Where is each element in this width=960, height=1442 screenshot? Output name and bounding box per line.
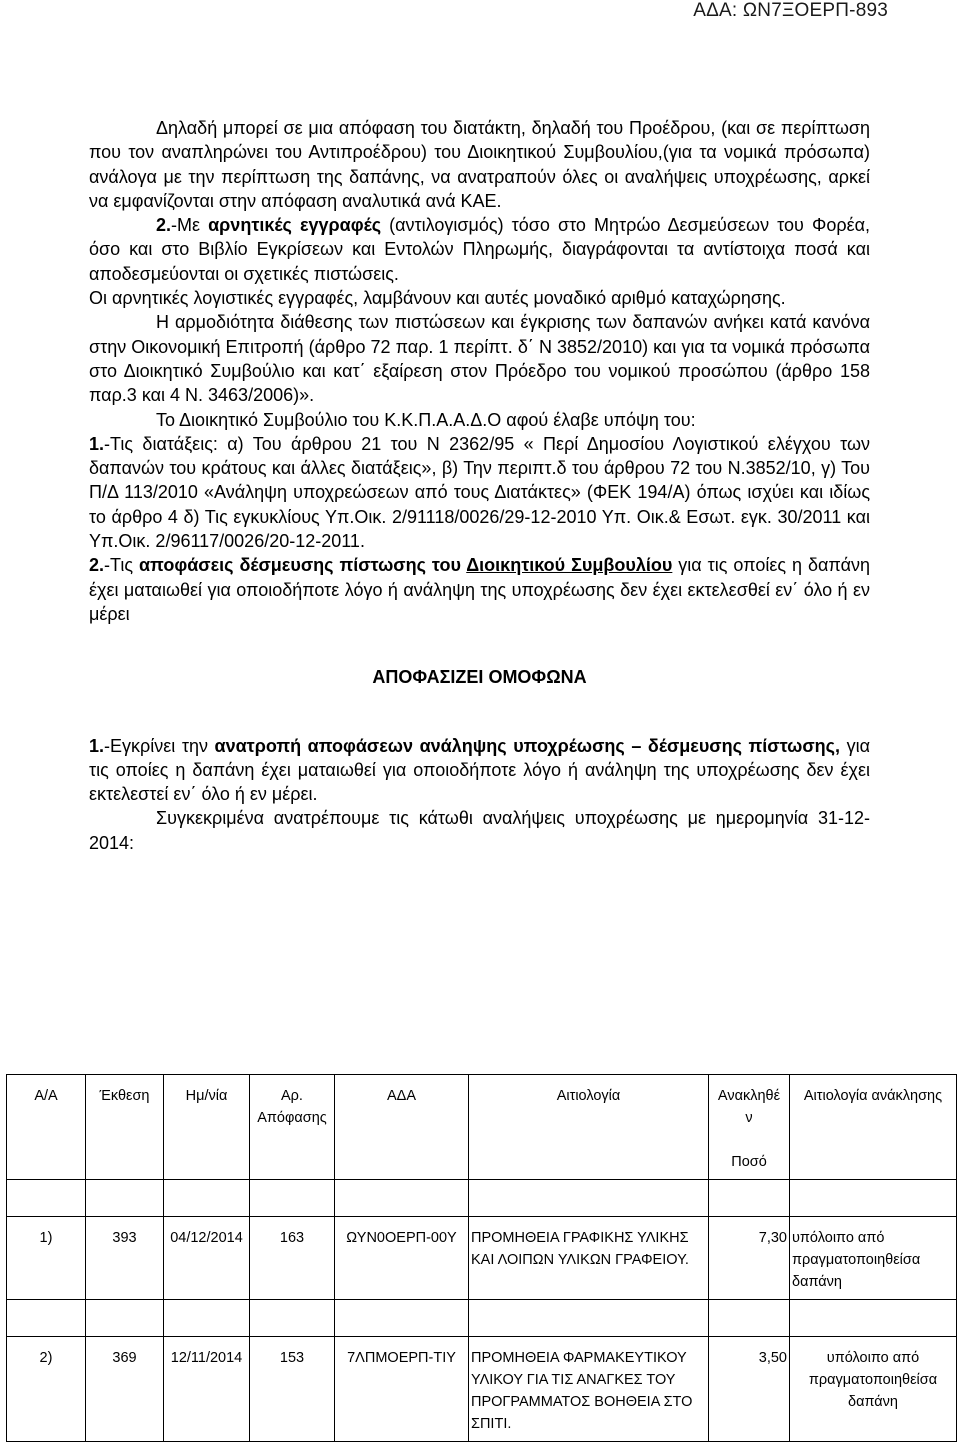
paragraph-specifically: Συγκεκριμένα ανατρέπουμε τις κάτωθι αναλήψεις υποχρέωσης με ημερομηνία 31-12-2014:: [89, 808, 870, 853]
paragraph-board-considered: Το Διοικητικό Συμβούλιο του Κ.Κ.Π.Α.Α.Δ.Ο αφού έλαβε υπόψη του:: [156, 409, 696, 430]
cell-ada: 7ΛΠΜΟΕΡΠ-ΤΙΥ: [335, 1337, 469, 1442]
item-number: 1.: [89, 433, 105, 454]
cell-aa: 1): [7, 1217, 86, 1300]
paragraph-provisions: [89, 432, 870, 553]
col-header-ekthesi: Έκθεση: [86, 1075, 164, 1180]
cell-ekthesi: 393: [86, 1217, 164, 1300]
bold-run: ανατροπή αποφάσεων ανάληψης υποχρέωσης – δέσμευσης πίστωσης,: [214, 735, 841, 756]
commitments-table: [6, 1074, 957, 1442]
text-run: για τις οποίες η δαπάνη έχει ματαιωθεί για οποιοδήποτε λόγο ή ανάληψη της υποχρέωσης δεν έχει εκτελεσθεί εν΄ όλο ή εν μέρει: [89, 555, 870, 624]
col-header-amount: Ανακληθέ ν Ποσό: [709, 1075, 790, 1180]
col-header-decision: Αρ. Απόφασης: [250, 1075, 335, 1180]
paragraph-competence: Η αρμοδιότητα διάθεσης των πιστώσεων και έγκρισης των δαπανών ανήκει κατά κανόνα στην Οικονομική Επιτροπή (άρθρο 72 παρ. 1 περίπτ. δ΄ Ν 3852/2010) και για τα νομικά πρόσωπα στο Διοικητικό Συμβούλιο και κατ΄ εξαίρεση στον Πρόεδρο του νομικού προσώπου (άρθρο 158 παρ.3 και 4 Ν. 3463/2006)».: [89, 312, 870, 406]
text-run: (αντιλογισμός) τόσο στο Μητρώο Δεσμεύσεων του Φορέα, όσο και στο Βιβλίο Εγκρίσεων και Εντολών Πληρωμής, διαγράφονται τα αντίστοιχα ποσά και αποδεσμεύονται οι σχετικές πιστώσεις.: [89, 215, 870, 284]
col-header-aa: Α/Α: [7, 1075, 86, 1180]
decision-heading: ΑΠΟΦΑΣΙΖΕΙ ΟΜΟΦΩΝΑ: [372, 667, 587, 688]
table-row: [7, 1217, 957, 1300]
cell-decision: 153: [250, 1337, 335, 1442]
cell-ada: ΩΥΝ0ΟΕΡΠ-00Υ: [335, 1217, 469, 1300]
table-spacer-row: [7, 1180, 957, 1217]
ada-code: ΑΔΑ: ΩΝ7ΞΟΕΡΠ-893: [693, 0, 888, 21]
cell-decision: 163: [250, 1217, 335, 1300]
cell-reason: υπόλοιπο από πραγματοποιηθείσα δαπάνη: [790, 1337, 957, 1442]
table-spacer-row: [7, 1300, 957, 1337]
item-number: 2.: [89, 555, 105, 576]
bold-run: αρνητικές εγγραφές: [208, 215, 382, 236]
paragraph-commitment-decisions: [89, 553, 870, 626]
bold-run: αποφάσεις δέσμευσης πίστωσης του: [138, 555, 467, 576]
paragraph-registration: Οι αρνητικές λογιστικές εγγραφές, λαμβάνουν και αυτές μοναδικό αριθμό καταχώρησης.: [89, 288, 786, 309]
cell-ekthesi: 369: [86, 1337, 164, 1442]
col-header-date: Ημ/νία: [164, 1075, 250, 1180]
paragraph-intro: Δηλαδή μπορεί σε μια απόφαση του διατάκτη, δηλαδή του Προέδρου, (και σε περίπτωση που τον αναπληρώνει του Αντιπροέδρου) του Διοικητικού Συμβουλίου,(για τα νομικά πρόσωπα) ανάλογα με την περίπτωση της δαπάνης, να ανατραπούν όλες οι αναλήψεις υποχρέωσης, αρκεί να εμφανίζονται στην απόφαση αναλυτικά ανά ΚΑΕ.: [89, 118, 870, 211]
document-body: [89, 116, 870, 855]
text-run: -Τις: [104, 555, 139, 576]
cell-amount: 7,30: [709, 1217, 790, 1300]
col-header-aitiologia: Αιτιολογία: [469, 1075, 709, 1180]
cell-reason: υπόλοιπο από πραγματοποιηθείσα δαπάνη: [790, 1217, 957, 1300]
paragraph-approval: [89, 734, 870, 807]
col-header-ada: ΑΔΑ: [335, 1075, 469, 1180]
table-row: [7, 1337, 957, 1442]
paragraph-negative-entries: [89, 213, 870, 286]
cell-amount: 3,50: [709, 1337, 790, 1442]
text-run: -Εγκρίνει την: [104, 735, 215, 756]
text-run: -Με: [171, 215, 209, 236]
cell-aa: 2): [7, 1337, 86, 1442]
cell-date: 04/12/2014: [164, 1217, 250, 1300]
underlined-bold-run: Διοικητικού Συμβουλίου: [466, 555, 673, 576]
cell-aitiologia: ΠΡΟΜΗΘΕΙΑ ΦΑΡΜΑΚΕΥΤΙΚΟΥ ΥΛΙΚΟΥ ΓΙΑ ΤΙΣ ΑΝΑΓΚΕΣ ΤΟΥ ΠΡΟΓΡΑΜΜΑΤΟΣ ΒΟΗΘΕΙΑ ΣΤΟ ΣΠΙΤΙ.: [469, 1337, 709, 1442]
item-number: 1.: [89, 735, 105, 756]
cell-date: 12/11/2014: [164, 1337, 250, 1442]
cell-aitiologia: ΠΡΟΜΗΘΕΙΑ ΓΡΑΦΙΚΗΣ ΥΛΙΚΗΣ ΚΑΙ ΛΟΙΠΩΝ ΥΛΙΚΩΝ ΓΡΑΦΕΙΟΥ.: [469, 1217, 709, 1300]
col-header-reason: Αιτιολογία ανάκλησης: [790, 1075, 957, 1180]
text-run: -Τις διατάξεις: α) Του άρθρου 21 του Ν 2362/95 « Περί Δημοσίου Λογιστικού ελέγχου των δαπανών του κράτους και άλλες διατάξεις», β) Την περιπτ.δ του άρθρου 72 του Ν.3852/10, γ) Του Π/Δ 113/2010 «Ανάληψη υποχρεώσεων από τους Διατάκτες» (ΦΕΚ 194/Α) όπως ισχύει και ιδίως το άρθρο 4 δ) Τις εγκυκλίους Υπ.Οικ. 2/91118/0026/29-12-2010 Υπ. Οικ.& Εσωτ. εγκ. 30/2011 και Υπ.Οικ. 2/96117/0026/20-12-2011.: [89, 433, 870, 552]
item-number: 2.: [156, 215, 172, 236]
text-run: για τις οποίες η δαπάνη έχει ματαιωθεί για οποιοδήποτε λόγο ή ανάληψη της υποχρέωσης δεν έχει εκτελεστεί εν΄ όλο ή εν μέρει.: [89, 735, 870, 805]
table-header-row: [7, 1075, 957, 1180]
